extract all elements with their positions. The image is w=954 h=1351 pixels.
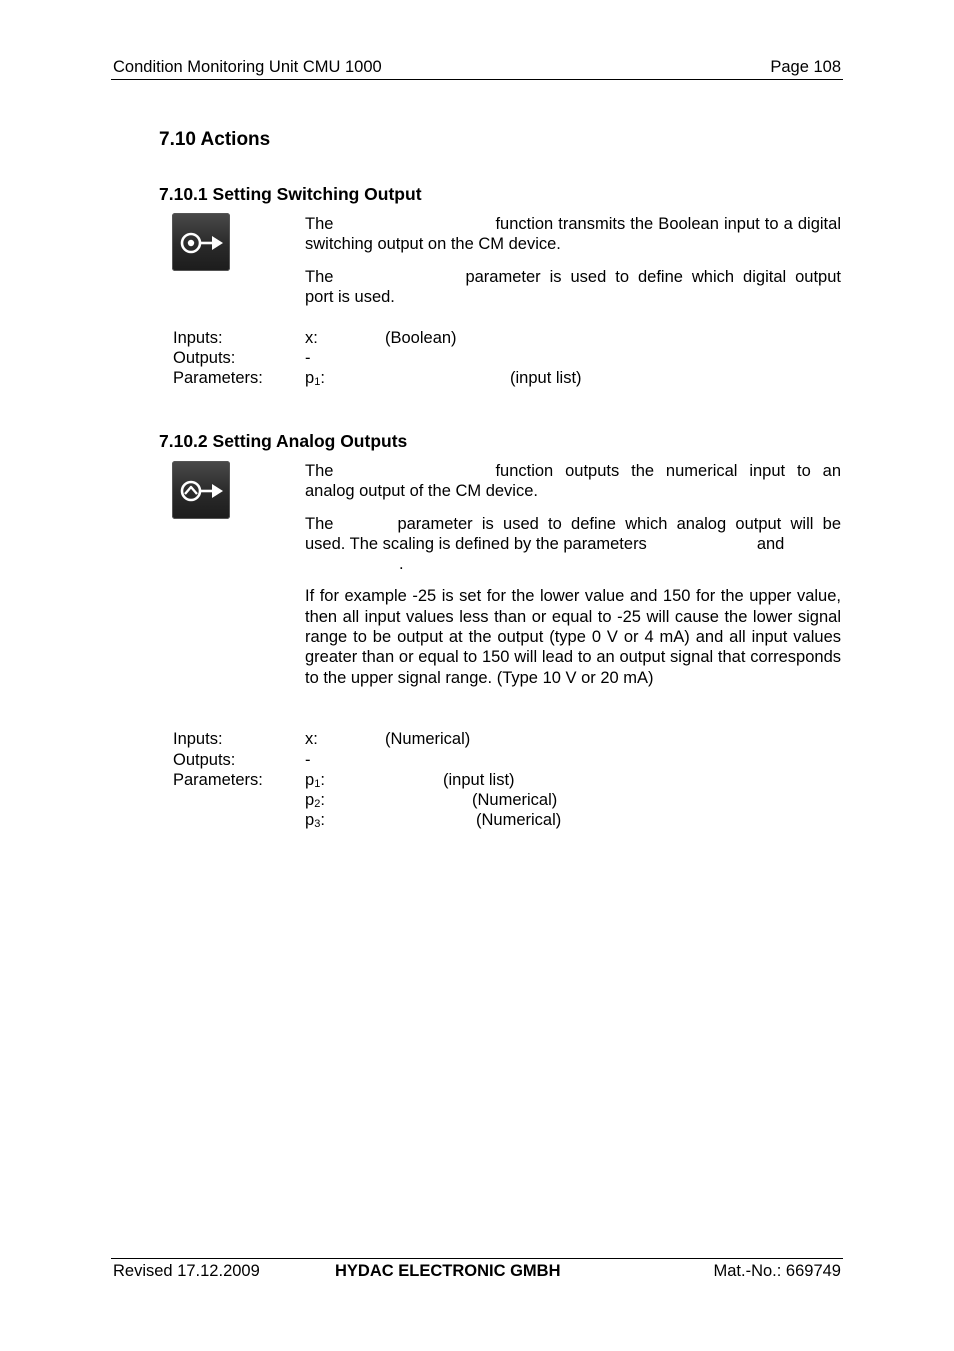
param-p1-type: (input list) [510, 369, 582, 387]
param-p1: $p_1$: [305, 771, 325, 790]
inputs-label: Inputs: [173, 329, 223, 347]
param-p1: $p_1$: [305, 369, 325, 388]
page-number: Page 108 [770, 58, 841, 76]
analog-para-1: The function outputs the numerical input to an analog output of the CM device. [305, 462, 841, 501]
analog-para-3: If for example -25 is set for the lower value and 150 for the upper value, then all input values less than or equal to -25 will cause the lower signal range to be output at the output (type 0 V or 4 mA) and all input values greater than or equal to 150 will lead to an output signal that corresponds to the upper signal range. (Type 10 V or 20 mA) [305, 587, 841, 687]
footer-revised: Revised 17.12.2009 [113, 1262, 260, 1280]
inputs-type: (Boolean) [385, 329, 457, 347]
section-heading: 7.10 Actions [159, 129, 271, 150]
switching-para-1: The function transmits the Boolean input to a digital switching output on the CM device. [305, 215, 841, 254]
analog-description [305, 461, 841, 700]
switching-output-icon [172, 213, 230, 271]
footer-material-number: Mat.-No.: 669749 [713, 1262, 841, 1280]
switching-para-2: The parameter is used to define which digital output port is used. [305, 267, 841, 306]
inputs-var: x: [305, 730, 318, 748]
inputs-type: (Numerical) [385, 730, 471, 748]
outputs-value: - [305, 751, 311, 769]
param-p2: $p_2$: [305, 791, 325, 810]
outputs-label: Outputs: [173, 349, 236, 367]
parameters-label: Parameters: [173, 369, 263, 387]
inputs-label: Inputs: [173, 730, 223, 748]
switching-description [305, 214, 841, 319]
parameters-label: Parameters: [173, 771, 263, 789]
footer-rule [111, 1258, 843, 1259]
inputs-var: x: [305, 329, 318, 347]
outputs-value: - [305, 349, 311, 367]
header-title: Condition Monitoring Unit CMU 1000 [113, 58, 382, 76]
subsection-heading-switching: 7.10.1 Setting Switching Output [159, 184, 422, 204]
subsection-heading-analog: 7.10.2 Setting Analog Outputs [159, 431, 408, 451]
outputs-label: Outputs: [173, 751, 236, 769]
analog-output-icon [172, 461, 230, 519]
param-p3: $p_3$: [305, 811, 325, 830]
param-p2-type: (Numerical) [472, 791, 558, 809]
param-p1-type: (input list) [443, 771, 515, 789]
footer-company: HYDAC ELECTRONIC GMBH [335, 1262, 561, 1280]
header-rule [111, 79, 843, 80]
param-p3-type: (Numerical) [476, 811, 562, 829]
analog-para-2: The parameter is used to define which analog output will be used. The scaling is defined by the parameters and . [305, 514, 841, 574]
